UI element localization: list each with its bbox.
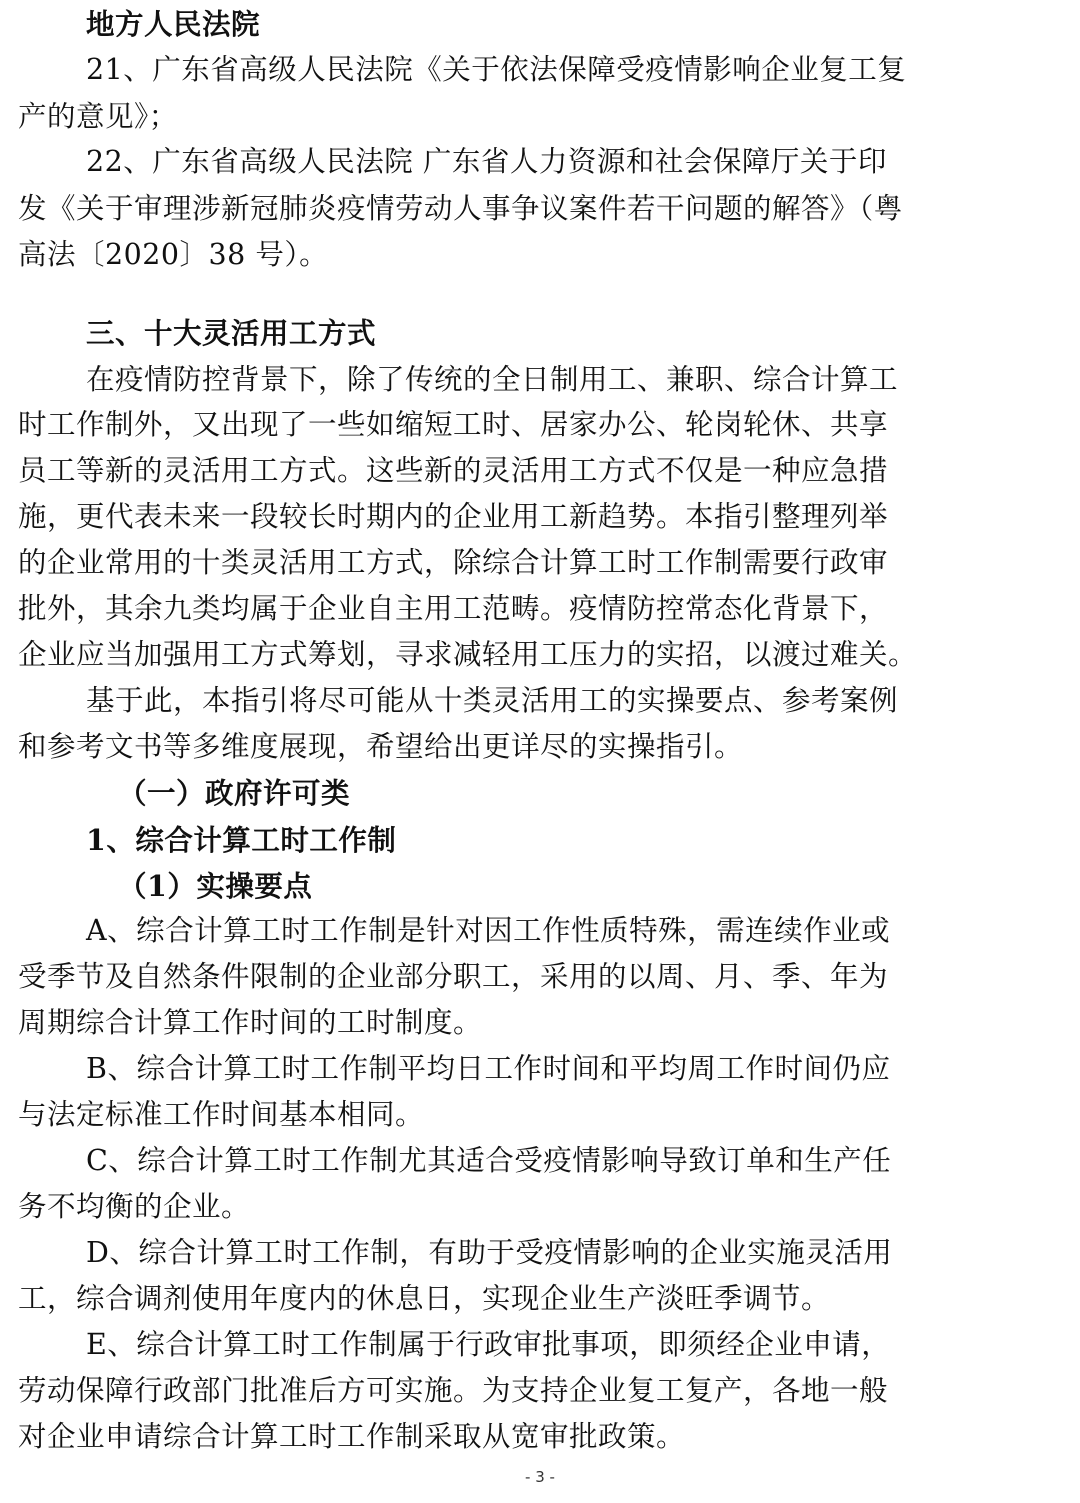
text-line: E、综合计算工时工作制属于行政审批事项，即须经企业申请， <box>86 1328 891 1361</box>
sub-item-heading: （1）实操要点 <box>118 869 313 903</box>
text-line: 的企业常用的十类灵活用工方式，除综合计算工时工作制需要行政审 <box>18 546 889 579</box>
text-line: D、综合计算工时工作制，有助于受疫情影响的企业实施灵活用 <box>86 1236 893 1269</box>
text-line: 周期综合计算工作时间的工时制度。 <box>18 1006 483 1039</box>
text-line: 受季节及自然条件限制的企业部分职工，采用的以周、月、季、年为 <box>18 960 889 993</box>
text-line: 时工作制外，又出现了一些如缩短工时、居家办公、轮岗轮休、共享 <box>18 408 889 441</box>
text-line: B、综合计算工时工作制平均日工作时间和平均周工作时间仍应 <box>86 1052 891 1085</box>
subsection-heading: （一）政府许可类 <box>118 776 351 810</box>
page-number: - 3 - <box>525 1468 555 1486</box>
text-line: 高法〔2020〕38 号）。 <box>18 238 329 271</box>
text-line: 企业应当加强用工方式筹划，寻求减轻用工压力的实招，以渡过难关。 <box>18 638 918 671</box>
text-line: 务不均衡的企业。 <box>18 1190 251 1223</box>
text-line: 在疫情防控背景下，除了传统的全日制用工、兼职、综合计算工 <box>86 363 899 396</box>
court-subheading: 地方人民法院 <box>86 7 261 41</box>
text-line: 产的意见》； <box>18 100 178 133</box>
text-line: 工，综合调剂使用年度内的休息日，实现企业生产淡旺季调节。 <box>18 1282 831 1315</box>
text-line: 对企业申请综合计算工时工作制采取从宽审批政策。 <box>18 1420 686 1453</box>
text-line: 批外，其余九类均属于企业自主用工范畴。疫情防控常态化背景下， <box>18 592 889 625</box>
text-line: 基于此，本指引将尽可能从十类灵活用工的实操要点、参考案例 <box>86 684 899 717</box>
text-line: 员工等新的灵活用工方式。这些新的灵活用工方式不仅是一种应急措 <box>18 454 889 487</box>
text-line: 施，更代表未来一段较长时期内的企业用工新趋势。本指引整理列举 <box>18 500 889 533</box>
text-line: 21、广东省高级人民法院《关于依法保障受疫情影响企业复工复 <box>86 53 907 86</box>
item-heading: 1、综合计算工时工作制 <box>86 823 397 857</box>
text-line: 和参考文书等多维度展现，希望给出更详尽的实操指引。 <box>18 730 744 763</box>
text-line: C、综合计算工时工作制尤其适合受疫情影响导致订单和生产任 <box>86 1144 892 1177</box>
text-line: A、综合计算工时工作制是针对因工作性质特殊，需连续作业或 <box>86 914 891 947</box>
text-line: 发《关于审理涉新冠肺炎疫情劳动人事争议案件若干问题的解答》（粤 <box>18 192 903 225</box>
text-line: 22、广东省高级人民法院 广东省人力资源和社会保障厅关于印 <box>86 145 887 178</box>
text-line: 与法定标准工作时间基本相同。 <box>18 1098 425 1131</box>
text-line: 劳动保障行政部门批准后方可实施。为支持企业复工复产，各地一般 <box>18 1374 889 1407</box>
document-page <box>18 0 1048 1503</box>
section-heading: 三、十大灵活用工方式 <box>86 316 377 350</box>
